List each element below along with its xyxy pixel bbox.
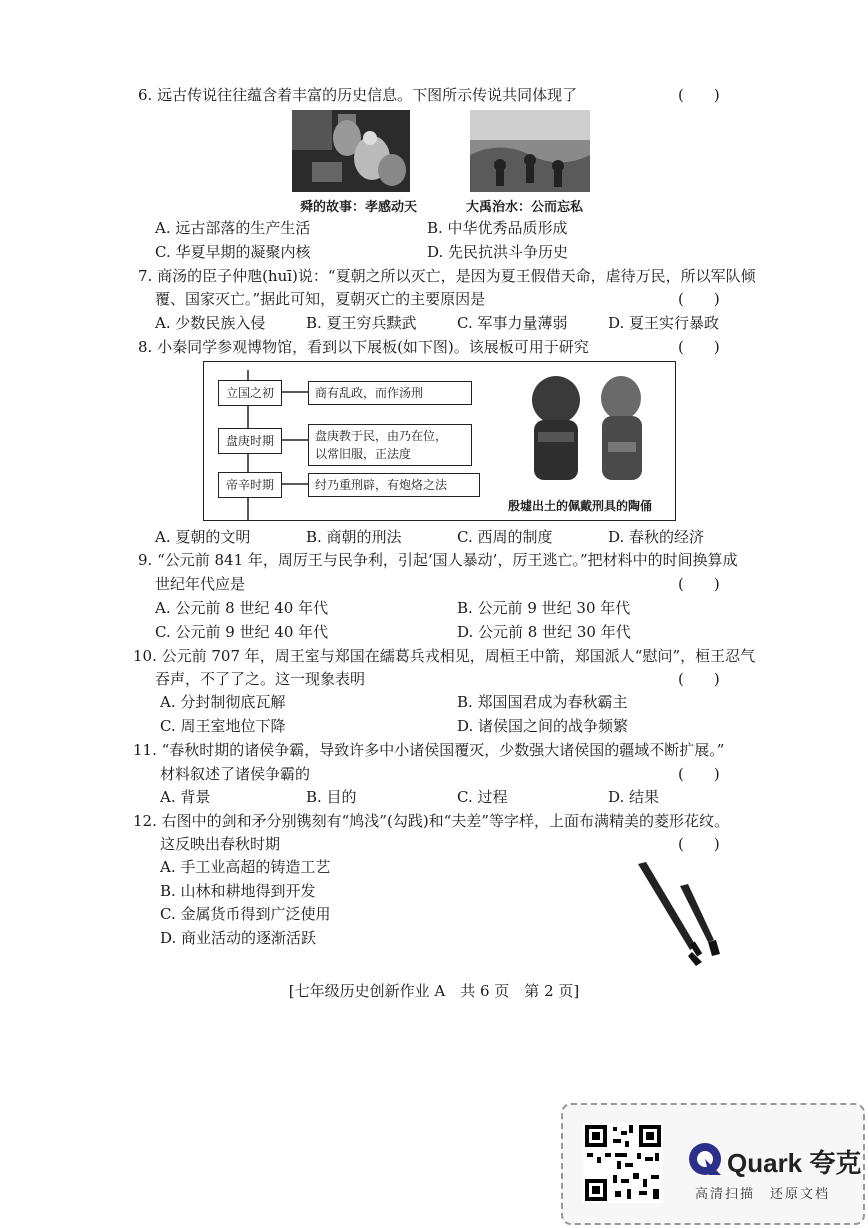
q7-option-a: A. 少数民族入侵: [155, 314, 266, 332]
desc-pangeng-line2: 以常旧服，正法度: [315, 447, 412, 461]
q11-stem-line1: 11. “春秋时期的诸侯争霸，导致许多中小诸侯国覆灭，少数强大诸侯国的疆域不断扩展。”: [133, 741, 725, 759]
q8-option-c: C. 西周的制度: [457, 528, 553, 546]
q11-option-c: C. 过程: [457, 788, 508, 806]
q12-stem-line2: 这反映出春秋时期: [160, 835, 281, 853]
desc-dixin: 纣乃重刑辟，有炮烙之法: [308, 473, 480, 497]
period-pangeng: 盘庚时期: [218, 428, 282, 454]
q7-option-c: C. 军事力量薄弱: [457, 314, 568, 332]
q10-option-a: A. 分封制彻底瓦解: [160, 693, 286, 711]
q6-answer-paren: ( ): [678, 86, 720, 104]
q9-stem-line2: 世纪年代应是: [155, 575, 246, 593]
quark-logo-icon: [687, 1141, 723, 1177]
q7-option-d: D. 夏王实行暴政: [608, 314, 720, 332]
period-founding: 立国之初: [218, 380, 282, 406]
pottery-figurines-photo: [516, 372, 666, 492]
q8-option-d: D. 春秋的经济: [608, 528, 705, 546]
q12-stem-line1: 12. 右图中的剑和矛分别镌刻有“鸠浅”(勾践)和“夫差”等字样，上面布满精美的菱形花纹。: [133, 812, 730, 830]
page-footer: [七年级历史创新作业 A 共 6 页 第 2 页]: [288, 982, 580, 1000]
q8-answer-paren: ( ): [678, 338, 720, 356]
q7-stem-line1: 7. 商汤的臣子仲虺(huī)说：“夏朝之所以灭亡，是因为夏王假借天命，虐待万民，所以军队倾: [138, 267, 756, 285]
q6-option-a: A. 远古部落的生产生活: [155, 219, 311, 237]
desc-pangeng: [308, 424, 472, 466]
q12-option-c: C. 金属货币得到广泛使用: [160, 905, 331, 923]
q7-stem-line2: 覆、国家灭亡。”据此可知，夏朝灭亡的主要原因是: [155, 290, 486, 308]
museum-exhibit-board: [203, 361, 676, 521]
desc-founding: 商有乱政，而作汤刑: [308, 381, 472, 405]
yu-caption: 大禹治水：公而忘私: [466, 200, 584, 215]
q10-stem-line1: 10. 公元前 707 年，周王室与郑国在繻葛兵戎相见，周桓王中箭，郑国派人“慰问”，桓王忍气: [133, 647, 756, 665]
q11-option-a: A. 背景: [160, 788, 211, 806]
q11-stem-line2: 材料叙述了诸侯争霸的: [160, 765, 311, 783]
q11-answer-paren: ( ): [678, 765, 720, 783]
shun-story-illustration: [292, 110, 410, 192]
q7-option-b: B. 夏王穷兵黩武: [306, 314, 417, 332]
q8-stem: 8. 小秦同学参观博物馆，看到以下展板(如下图)。该展板可用于研究: [138, 338, 589, 356]
desc-pangeng-line1: 盘庚教于民，由乃在位，: [315, 429, 448, 443]
q7-answer-paren: ( ): [678, 290, 720, 308]
q12-option-d: D. 商业活动的逐渐活跃: [160, 929, 317, 947]
q12-option-a: A. 手工业高超的铸造工艺: [160, 858, 331, 876]
yu-flood-illustration: [470, 110, 590, 192]
q10-option-b: B. 郑国国君成为春秋霸主: [457, 693, 628, 711]
q6-stem: 6. 远古传说往往蕴含着丰富的历史信息。下图所示传说共同体现了: [138, 86, 578, 104]
q10-stem-line2: 吞声，不了了之。这一现象表明: [155, 670, 366, 688]
qr-code-icon: [583, 1123, 663, 1203]
q8-option-b: B. 商朝的刑法: [306, 528, 402, 546]
quark-tagline: 高清扫描 还原文档: [695, 1186, 831, 1201]
q10-option-c: C. 周王室地位下降: [160, 717, 286, 735]
q9-option-d: D. 公元前 8 世纪 30 年代: [457, 623, 631, 641]
quark-watermark: [561, 1103, 865, 1225]
q12-option-b: B. 山林和耕地得到开发: [160, 882, 316, 900]
q6-option-d: D. 先民抗洪斗争历史: [427, 243, 569, 261]
quark-brand: Quark 夸克: [727, 1148, 862, 1178]
q11-option-b: B. 目的: [306, 788, 357, 806]
q8-option-a: A. 夏朝的文明: [155, 528, 251, 546]
q9-option-a: A. 公元前 8 世纪 40 年代: [155, 599, 329, 617]
q10-answer-paren: ( ): [678, 670, 720, 688]
period-dixin: 帝辛时期: [218, 472, 282, 498]
q9-answer-paren: ( ): [678, 575, 720, 593]
q9-option-c: C. 公元前 9 世纪 40 年代: [155, 623, 329, 641]
figurine-caption: 殷墟出土的佩戴刑具的陶俑: [508, 499, 653, 513]
shun-caption: 舜的故事：孝感动天: [300, 200, 418, 215]
q10-option-d: D. 诸侯国之间的战争频繁: [457, 717, 629, 735]
q9-option-b: B. 公元前 9 世纪 30 年代: [457, 599, 631, 617]
q11-option-d: D. 结果: [608, 788, 660, 806]
q6-option-b: B. 中华优秀品质形成: [427, 219, 568, 237]
q6-option-c: C. 华夏早期的凝聚内核: [155, 243, 311, 261]
q12-answer-paren: ( ): [678, 835, 720, 853]
sword-and-spear-illustration: [632, 858, 732, 968]
q9-stem-line1: 9. “公元前 841 年，周厉王与民争利，引起‘国人暴动’，厉王逃亡。”把材料中的时间换算成: [138, 551, 738, 569]
